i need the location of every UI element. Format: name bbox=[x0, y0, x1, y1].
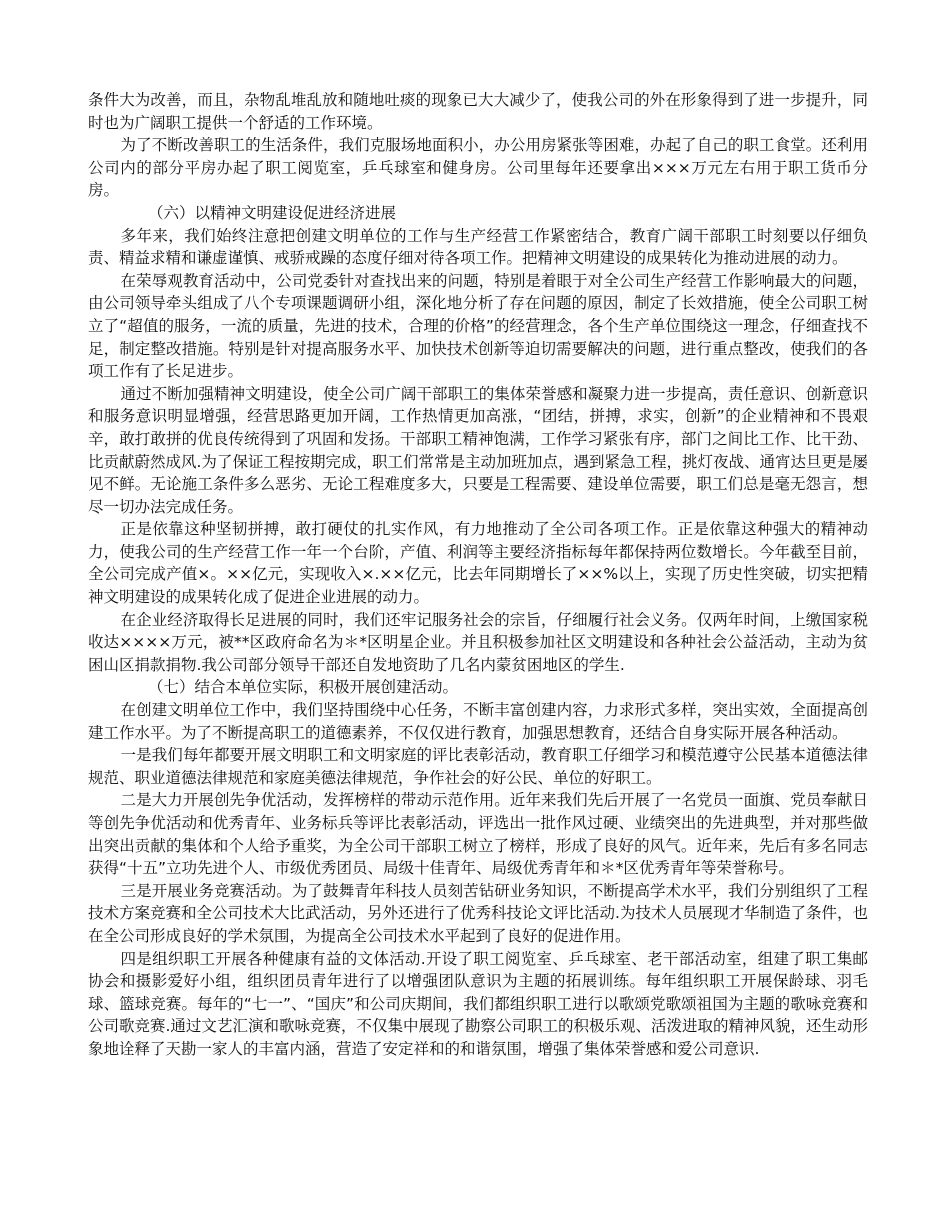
paragraph-team-spirit: 通过不断加强精神文明建设，使全公司广阔干部职工的集体荣誉感和凝聚力进一步提高，责任意识、创新意识和服务意识明显增强，经营思路更加开阔，工作热情更加高涨，“团结，拼搏，求实，创新”的企业精神和不畏艰辛，敢打敢拼的优良传统得到了巩固和发扬。干部职工精神饱满，工作学习紧张有序，部门之间比工作、比干劲、比贡献蔚然成风.为了保证工程按期完成，职工们常常是主动加班加点，遇到紧急工程，挑灯夜战、通宵达旦更是屡见不鲜。无论施工条件多么恶劣、无论工程难度多大，只要是工程需要、建设单位需要，职工们总是毫无怨言，想尽一切办法完成任务。 bbox=[88, 384, 868, 516]
paragraph-activity-four: 四是组织职工开展各种健康有益的文体活动.开设了职工阅览室、乒乓球室、老干部活动室，组建了职工集邮协会和摄影爱好小组，组织团员青年进行了以增强团队意识为主题的拓展训练。每年组织职工开展保龄球、羽毛球、篮球竞赛。每年的“七一”、“国庆”和公司庆期间，我们都组织职工进行以歌颂党歌颂祖国为主题的歌咏竞赛和公司歌竞赛.通过文艺汇演和歌咏竞赛，不仅集中展现了勘察公司职工的积极乐观、活泼进取的精神风貌，还生动形象地诠释了天勘一家人的丰富内涵，营造了安定祥和的和谐氛围，增强了集体荣誉感和爱公司意识. bbox=[88, 949, 868, 1058]
section-heading-6: （六）以精神文明建设促进经济进展 bbox=[148, 203, 397, 222]
paragraph-creation-work: 在创建文明单位工作中，我们坚持围绕中心任务，不断丰富创建内容，力求形式多样，突出实效，全面提高创建工作水平。为了不断提高职工的道德素养，不仅仅进行教育，加强思想教育，还结合自身实际开展各种活动。 bbox=[88, 701, 868, 742]
section-heading-7: （七）结合本单位实际，积极开展创建活动。 bbox=[148, 678, 459, 697]
paragraph-activity-two: 二是大力开展创先争优活动，发挥榜样的带动示范作用。近年来我们先后开展了一名党员一面旗、党员奉献日等创先争优活动和优秀青年、业务标兵等评比表彰活动，评选出一批作风过硬、业绩突出的先进典型，并对那些做出突出贡献的集体和个人给予重奖，为全公司干部职工树立了榜样，形成了良好的风气。近年来，先后有多名同志获得“十五”立功先进个人、市级优秀团员、局级十佳青年、局级优秀青年和＊*区优秀青年等荣誉称号。 bbox=[88, 791, 868, 878]
paragraph-canteen: 为了不断改善职工的生活条件，我们克服场地面积小，办公用房紧张等困难，办起了自己的职工食堂。还利用公司内的部分平房办起了职工阅览室，乒乓球室和健身房。公司里每年还要拿出×××万元左右用于职工货币分房。 bbox=[88, 136, 868, 200]
paragraph-activity-three: 三是开展业务竞赛活动。为了鼓舞青年科技人员刻苦钻研业务知识，不断提高学术水平，我们分别组织了工程技术方案竞赛和全公司技术大比武活动，另外还进行了优秀科技论文评比活动.为技术人员展现才华制造了条件，也在全公司形成良好的学术氛围，为提高全公司技术水平起到了良好的促进作用。 bbox=[88, 881, 868, 945]
document-body bbox=[88, 89, 868, 1061]
paragraph-continuation: 条件大为改善，而且，杂物乱堆乱放和随地吐痰的现象已大大减少了，使我公司的外在形象得到了进一步提升，同时也为广阔职工提供一个舒适的工作环境。 bbox=[88, 91, 868, 132]
paragraph-activity-one: 一是我们每年都要开展文明职工和文明家庭的评比表彰活动，教育职工仔细学习和模范遵守公民基本道德法律规范、职业道德法律规范和家庭美德法律规范，争作社会的好公民、单位的好职工。 bbox=[88, 746, 868, 787]
paragraph-honor-education: 在荣辱观教育活动中，公司党委针对查找出来的问题，特别是着眼于对全公司生产经营工作影响最大的问题，由公司领导牵头组成了八个专项课题调研小组，深化地分析了存在问题的原因，制定了长效措施，使全公司职工树立了“超值的服务，一流的质量，先进的技术，合理的价格”的经营理念，各个生产单位围绕这一理念，仔细查找不足，制定整改措施。特别是针对提高服务水平、加快技术创新等迫切需要解决的问题，进行重点整改，使我们的各项工作有了长足进步。 bbox=[88, 271, 868, 381]
paragraph-economic-results: 正是依靠这种坚韧拼搏，敢打硬仗的扎实作风，有力地推动了全公司各项工作。正是依靠这种强大的精神动力，使我公司的生产经营工作一年一个台阶，产值、利润等主要经济指标每年都保持两位数增长。今年截至目前，全公司完成产值×。××亿元，实现收入×.××亿元，比去年同期增长了××%以上，实现了历史性突破，切实把精神文明建设的成果转化成了促进企业进展的动力。 bbox=[88, 520, 868, 607]
paragraph-social-service: 在企业经济取得长足进展的同时，我们还牢记服务社会的宗旨，仔细履行社会义务。仅两年时间，上缴国家税收达××××万元，被**区政府命名为＊*区明星企业。并且积极参加社区文明建设和各种社会公益活动，主动为贫困山区捐款捐物.我公司部分领导干部还自发地资助了几名内蒙贫困地区的学生. bbox=[88, 610, 868, 674]
paragraph-spiritual-civilization: 多年来，我们始终注意把创建文明单位的工作与生产经营工作紧密结合，教育广阔干部职工时刻要以仔细负责、精益求精和谦虚谨慎、戒骄戒躁的态度仔细对待各项工作。把精神文明建设的成果转化为推动进展的动力。 bbox=[88, 226, 868, 268]
